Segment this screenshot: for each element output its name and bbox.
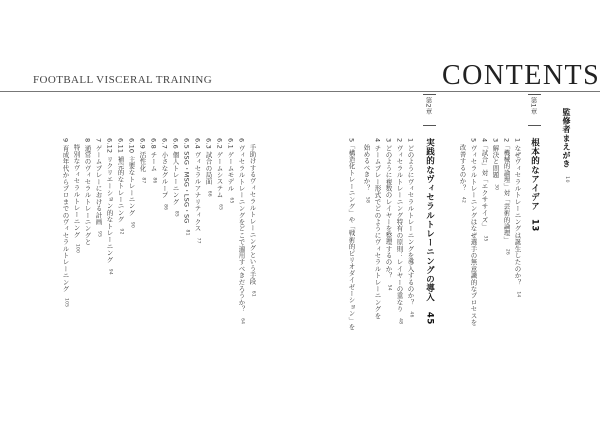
toc-entry-page: 26: [504, 248, 510, 255]
toc-entry-text: 3 解決と問題: [491, 138, 500, 179]
chapter1-title-entry[interactable]: [530, 138, 539, 232]
toc-entry-page: 35: [482, 235, 488, 242]
toc-entry-text: 2 ヴィセラルトレーニング特有の原則：レイヤーの重なり: [395, 138, 404, 313]
toc-entry-page: 65: [228, 197, 234, 204]
toc-entry-continued[interactable]: [363, 144, 370, 203]
toc-entry[interactable]: [95, 138, 102, 237]
toc-entry-page: 66: [206, 190, 212, 197]
toc-entry-page: 64: [239, 318, 245, 325]
toc-entry-text: 特別なヴィセラルトレーニング: [72, 144, 81, 238]
toc-entry[interactable]: [385, 138, 392, 291]
toc-entry-text: 9 育成年代からプロまでのヴィセラルトレーニング: [61, 138, 70, 293]
toc-entry-text: 2「機械的論理」対「芸術的論理」: [502, 138, 511, 243]
toc-entry-page: 90: [129, 221, 135, 228]
toc-entry[interactable]: [407, 138, 414, 318]
toc-entry-text: 手助けするヴィセラルトレーニングという手段: [248, 144, 257, 285]
toc-entry-text: 7 ゲームプレーにおける計画: [94, 138, 103, 226]
toc-entry[interactable]: [150, 138, 157, 183]
toc-entry-page: 42: [460, 196, 466, 204]
book-subtitle: FOOTBALL VISCERAL TRAINING: [33, 74, 213, 86]
toc-entry-page: 86: [162, 204, 168, 211]
toc-entry-text: 6 ヴィセラルトレーニングをどこで適用すべきだろうか？: [237, 138, 246, 313]
chapter2-title-entry[interactable]: [425, 138, 434, 325]
toc-entry[interactable]: [348, 138, 355, 330]
chapter1-label: 第1章: [529, 97, 538, 115]
chapter1-title-page: 13: [529, 218, 540, 232]
toc-entry[interactable]: [492, 138, 499, 190]
toc-entry-page: 81: [184, 229, 190, 236]
toc-entry-continued[interactable]: [459, 144, 466, 203]
toc-entry-page: 65: [217, 204, 223, 211]
toc-entry-text: 6.8 チーム: [149, 138, 158, 172]
toc-entry[interactable]: [172, 138, 179, 217]
toc-entry-page: 30: [493, 184, 499, 191]
toc-entry-text: 6.10 主要なトレーニング: [127, 138, 136, 216]
chapter2-title: 実践的なヴィセラルトレーニングの導入: [424, 138, 435, 302]
toc-entry[interactable]: [62, 138, 69, 307]
toc-entry-text: 6.6 個人トレーニング: [171, 138, 180, 205]
toc-entry-page: 92: [118, 228, 124, 235]
toc-entry-text: 始めるべきか？: [362, 144, 371, 191]
toc-entry[interactable]: [84, 138, 91, 245]
toc-entry-page: 100: [74, 243, 80, 254]
toc-entry-continued[interactable]: [249, 144, 256, 297]
chapter2-title-page: 45: [424, 311, 435, 325]
toc-entry-page: 105: [63, 298, 69, 308]
toc-entry-text: 8 通常のヴィセラルトレーニングと: [83, 138, 92, 246]
toc-entry[interactable]: [374, 138, 381, 319]
header-rule: [0, 91, 600, 92]
toc-entry-text: 6.2 ゲームシステム: [215, 138, 224, 199]
toc-entry[interactable]: [106, 138, 113, 275]
toc-entry-text: 1 どのようにヴィセラルトレーニングを導入するのか？: [406, 138, 415, 306]
toc-entry[interactable]: [514, 138, 521, 297]
toc-entry-text: 6.1 ゲームモデル: [226, 138, 235, 192]
chapter1-label-box: [528, 94, 541, 126]
toc-entry[interactable]: [128, 138, 135, 228]
toc-entry-text: 5 ヴィセラルトレーニングはなぜ選手の無意識的なプロセスを: [469, 138, 478, 326]
chapter2-label-box: [423, 94, 436, 126]
toc-entry[interactable]: [481, 138, 488, 242]
toc-entry[interactable]: [470, 138, 477, 326]
toc-entry-page: 86: [151, 177, 157, 184]
toc-entry[interactable]: [183, 138, 190, 236]
toc-entry-page: 46: [408, 311, 414, 318]
toc-entry-text: 5「構造化トレーニング」や「戦術的ピリオダイゼーション」を: [347, 138, 356, 330]
toc-entry-text: 6.4 ヴィセラルアナリティクス: [193, 138, 202, 232]
toc-entry-page: 58: [364, 196, 370, 204]
preface-label: 監修者まえがき: [562, 108, 571, 169]
toc-entry[interactable]: [161, 138, 168, 210]
toc-entry-page: 87: [140, 177, 146, 184]
toc-entry-text: 1 なぜヴィセラルトレーニングは誕生したのか？: [513, 138, 522, 286]
toc-entry[interactable]: [216, 138, 223, 210]
toc-entry[interactable]: [194, 138, 201, 244]
preface-page: 10: [564, 176, 569, 184]
toc-entry-text: 4「試合」対「エクササイズ」: [480, 138, 489, 230]
toc-entry-page: 61: [250, 290, 256, 297]
toc-entry[interactable]: [205, 138, 212, 197]
toc-entry-page: 94: [107, 268, 113, 275]
toc-entry[interactable]: [139, 138, 146, 183]
toc-entry-page: 95: [96, 231, 102, 238]
toc-entry-page: 77: [195, 237, 201, 244]
toc-entry-text: 6.11 補完的なトレーニング: [116, 138, 125, 223]
toc-entry-text: 6.12 リクリエーション的なトレーニング: [105, 138, 114, 263]
toc-entry-page: 48: [397, 318, 403, 325]
toc-entry-page: 54: [386, 284, 392, 291]
toc-entry-text: 3 どのように複数のレイヤーを整理するのか？: [384, 138, 393, 279]
toc-entry-text: 6.9 活性化: [138, 138, 147, 172]
page-title: CONTENTS: [442, 60, 600, 91]
toc-entry-text: 6.3 試合の局面: [204, 138, 213, 185]
preface-entry[interactable]: [562, 108, 570, 183]
toc-entry-text: 6.7 小さなグループ: [160, 138, 169, 199]
toc-entry[interactable]: [503, 138, 510, 255]
toc-entry-continued[interactable]: [73, 144, 80, 253]
toc-entry[interactable]: [117, 138, 124, 235]
toc-entry[interactable]: [227, 138, 234, 204]
toc-entry[interactable]: [238, 138, 245, 324]
chapter1-title: 根本的なアイデア: [529, 138, 540, 211]
toc-entry-page: 14: [515, 291, 521, 298]
chapter2-label: 第2章: [424, 97, 433, 115]
toc-entry-text: 4 チームプレー形式でどのようにヴィセラルトレーニングを: [373, 138, 382, 319]
toc-entry[interactable]: [396, 138, 403, 324]
toc-entry-text: 改善するのか？: [458, 144, 467, 191]
toc-entry-text: 6.5 SSG・MSG・LSG・SG: [182, 138, 191, 224]
toc-entry-page: 85: [173, 210, 179, 217]
